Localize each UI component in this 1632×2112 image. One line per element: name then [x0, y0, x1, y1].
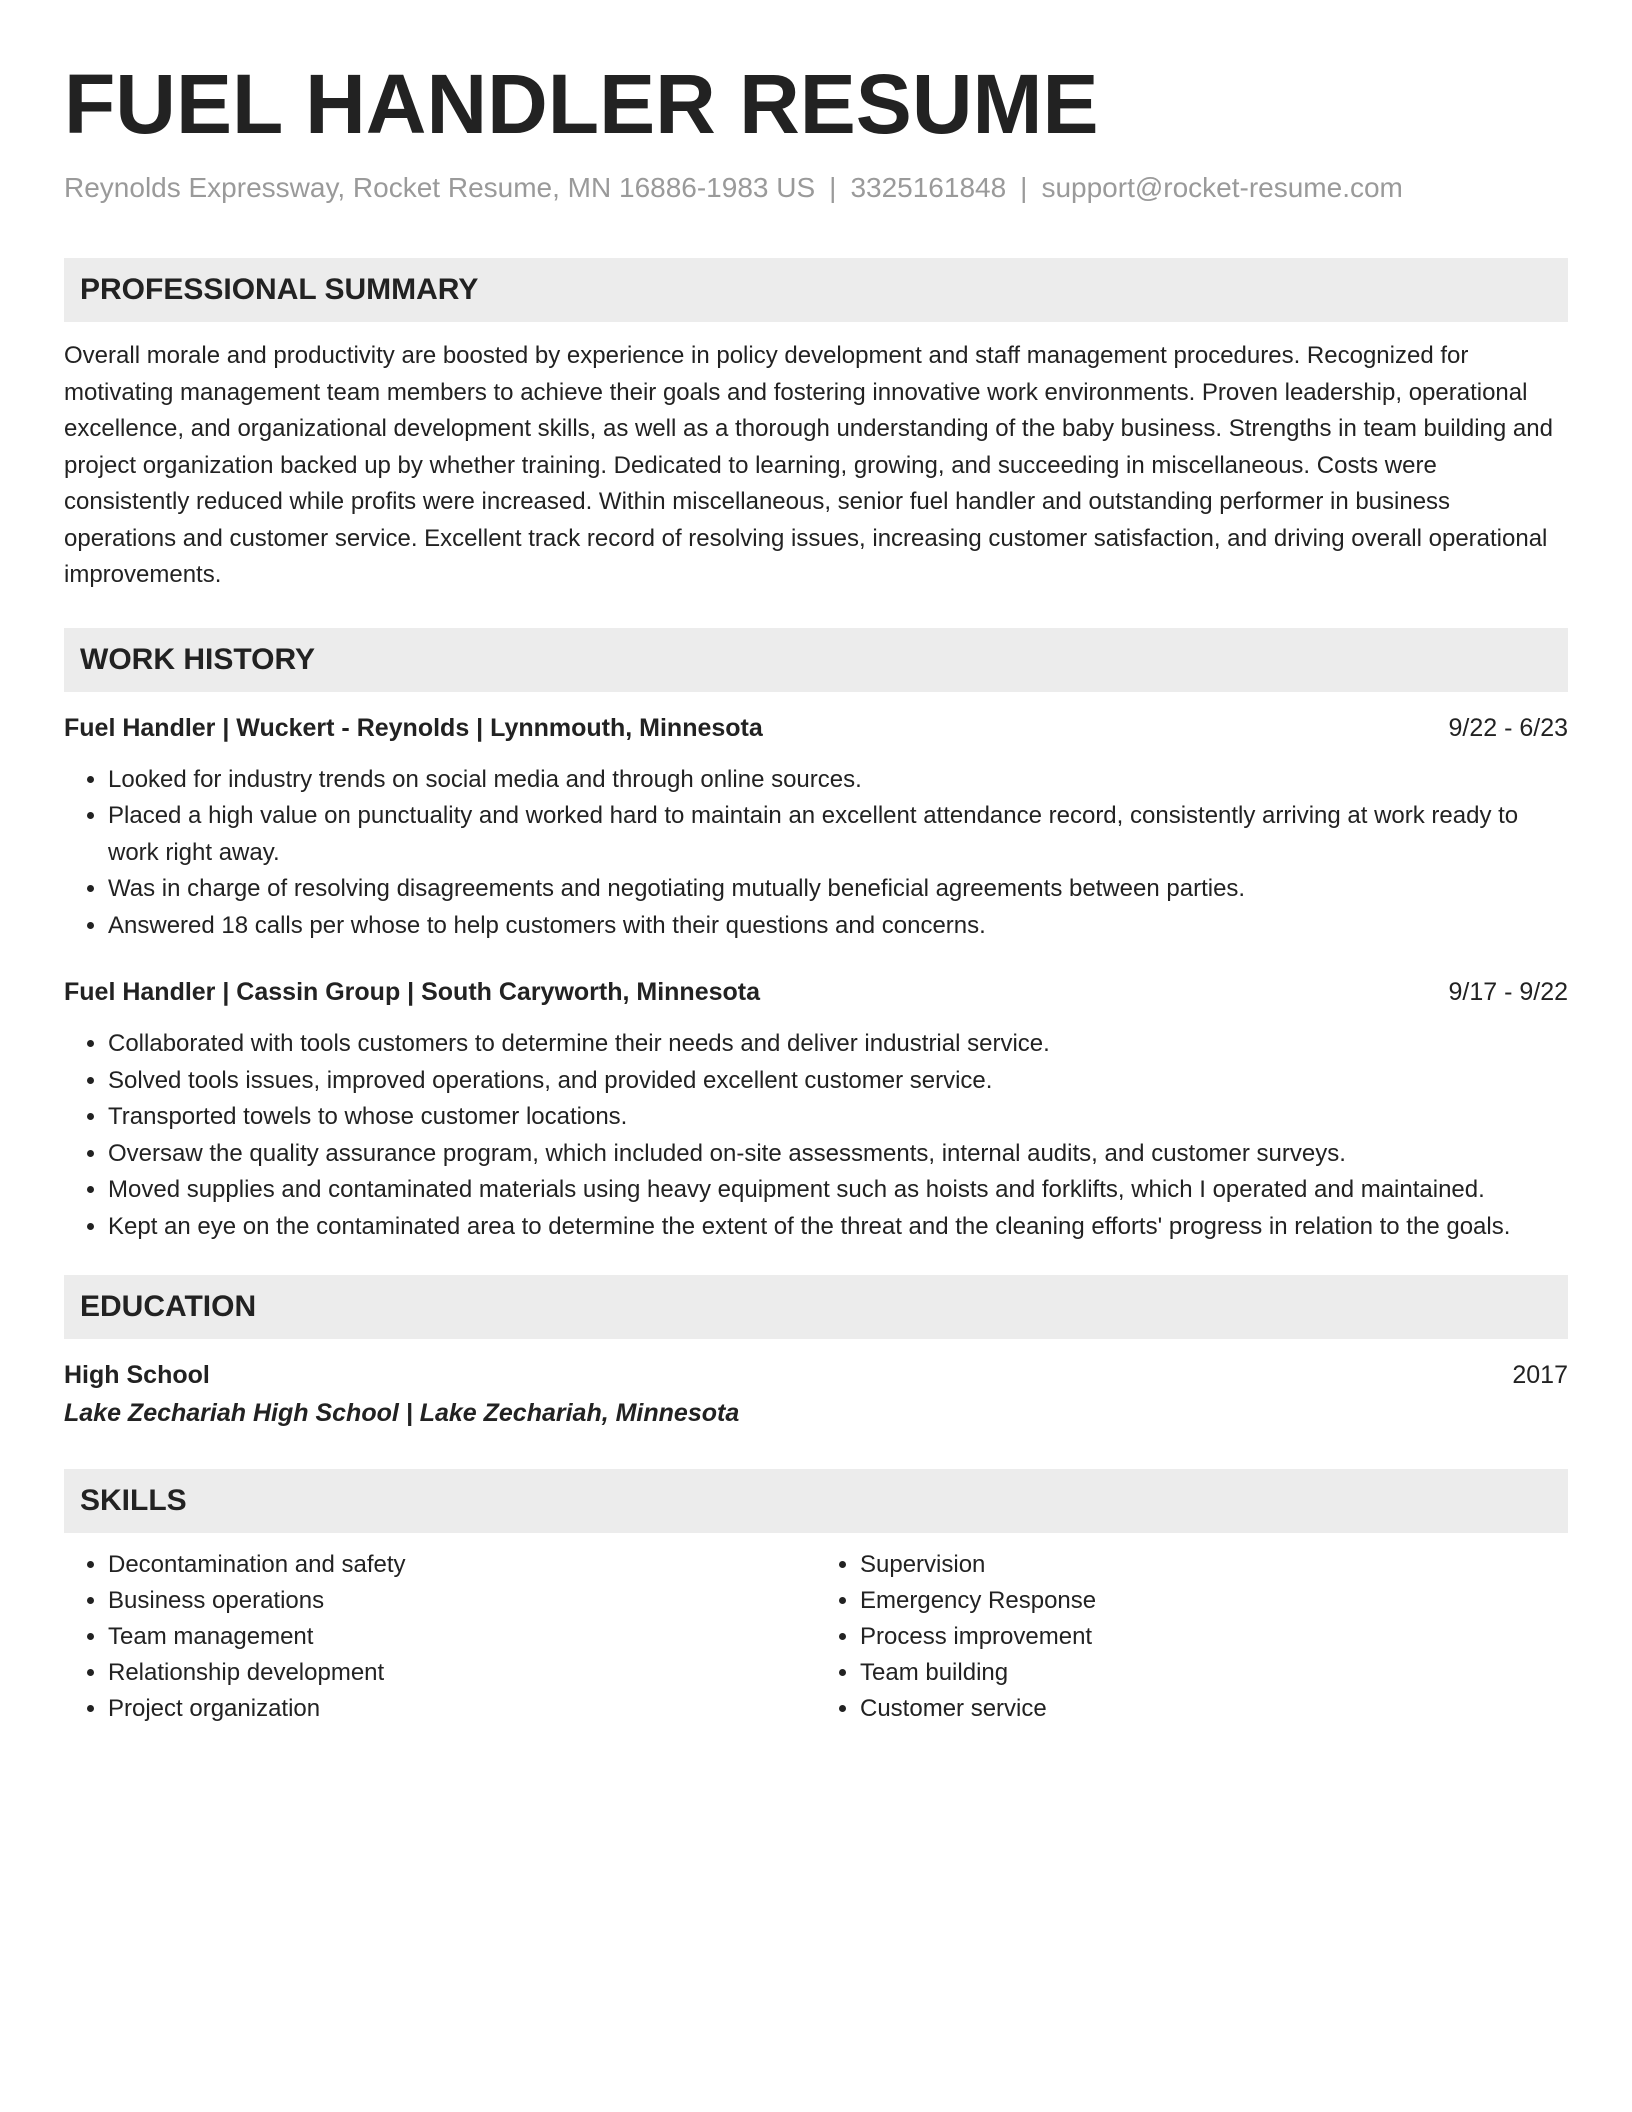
work-history-heading: WORK HISTORY — [64, 628, 1568, 692]
skills-heading: SKILLS — [64, 1469, 1568, 1533]
job-header — [64, 710, 1568, 746]
job-bullet: • Was in charge of resolving disagreements and negotiating mutually beneficial agreements between parties. — [108, 871, 1568, 908]
job-entry — [64, 710, 1568, 945]
skill-item: • Project organization — [108, 1691, 816, 1727]
skill-item: • Customer service — [860, 1691, 1568, 1727]
contact-address: Reynolds Expressway, Rocket Resume, MN 16886-1983 US — [64, 172, 816, 203]
job-bullet: • Kept an eye on the contaminated area to determine the extent of the threat and the cleaning efforts' progress in relation to the goals. — [108, 1209, 1568, 1246]
skills-column-right — [816, 1547, 1568, 1727]
job-bullet: • Collaborated with tools customers to determine their needs and deliver industrial service. — [108, 1026, 1568, 1063]
job-dates: 9/22 - 6/23 — [1448, 713, 1568, 742]
job-title: Fuel Handler | Wuckert - Reynolds | Lynnmouth, Minnesota — [64, 713, 763, 742]
job-bullet: • Moved supplies and contaminated materials using heavy equipment such as hoists and forklifts, which I operated and maintained. — [108, 1172, 1568, 1209]
skill-item: • Relationship development — [108, 1655, 816, 1691]
job-bullet: • Oversaw the quality assurance program, which included on-site assessments, internal audits, and customer surveys. — [108, 1136, 1568, 1173]
contact-phone: 3325161848 — [850, 172, 1007, 203]
skill-item: • Process improvement — [860, 1619, 1568, 1655]
summary-heading: PROFESSIONAL SUMMARY — [64, 258, 1568, 322]
job-header — [64, 974, 1568, 1010]
job-bullets — [64, 1026, 1568, 1245]
job-bullet: • Looked for industry trends on social media and through online sources. — [108, 762, 1568, 799]
job-bullet: • Placed a high value on punctuality and worked hard to maintain an excellent attendance record, consistently arriving at work ready to work right away. — [108, 798, 1568, 871]
education-entry — [64, 1357, 1568, 1433]
contact-separator: | — [1020, 172, 1028, 203]
job-bullet: • Transported towels to whose customer locations. — [108, 1099, 1568, 1136]
job-bullet: • Solved tools issues, improved operations, and provided excellent customer service. — [108, 1063, 1568, 1100]
resume-title: FUEL HANDLER RESUME — [64, 57, 1099, 151]
job-bullets — [64, 762, 1568, 945]
job-title: Fuel Handler | Cassin Group | South Caryworth, Minnesota — [64, 978, 761, 1006]
contact-line — [64, 170, 1568, 206]
skills-list — [64, 1547, 1568, 1727]
skill-item: • Supervision — [860, 1547, 1568, 1583]
summary-text: Overall morale and productivity are boosted by experience in policy development and staff management procedures. Recognized for motivating management team members to achieve their goals and fostering innovative work environments. Proven leadership, operational excellence, and organizational development skills, as well as a thorough understanding of the baby business. Strengths in team building and project organization backed up by whether training. Dedicated to learning, growing, and succeeding in miscellaneous. Costs were consistently reduced while profits were increased. Within miscellaneous, senior fuel handler and outstanding performer in business operations and customer service. Excellent track record of resolving issues, increasing customer satisfaction, and driving overall operational improvements. — [64, 342, 1553, 588]
skills-column-left — [64, 1547, 816, 1727]
skill-item: • Team building — [860, 1655, 1568, 1691]
job-dates: 9/17 - 9/22 — [1448, 978, 1568, 1006]
education-header — [64, 1357, 1568, 1393]
skill-item: • Team management — [108, 1619, 816, 1655]
education-school: Lake Zechariah High School | Lake Zechariah, Minnesota — [64, 1399, 740, 1427]
education-degree: High School — [64, 1361, 210, 1389]
skill-item: • Emergency Response — [860, 1583, 1568, 1619]
skill-item: • Decontamination and safety — [108, 1547, 816, 1583]
education-year: 2017 — [1512, 1361, 1568, 1389]
education-heading: EDUCATION — [64, 1275, 1568, 1339]
job-bullet: • Answered 18 calls per whose to help customers with their questions and concerns. — [108, 908, 1568, 945]
skill-item: • Business operations — [108, 1583, 816, 1619]
contact-separator: | — [829, 172, 837, 203]
job-entry — [64, 974, 1568, 1245]
contact-email: support@rocket-resume.com — [1041, 172, 1403, 203]
